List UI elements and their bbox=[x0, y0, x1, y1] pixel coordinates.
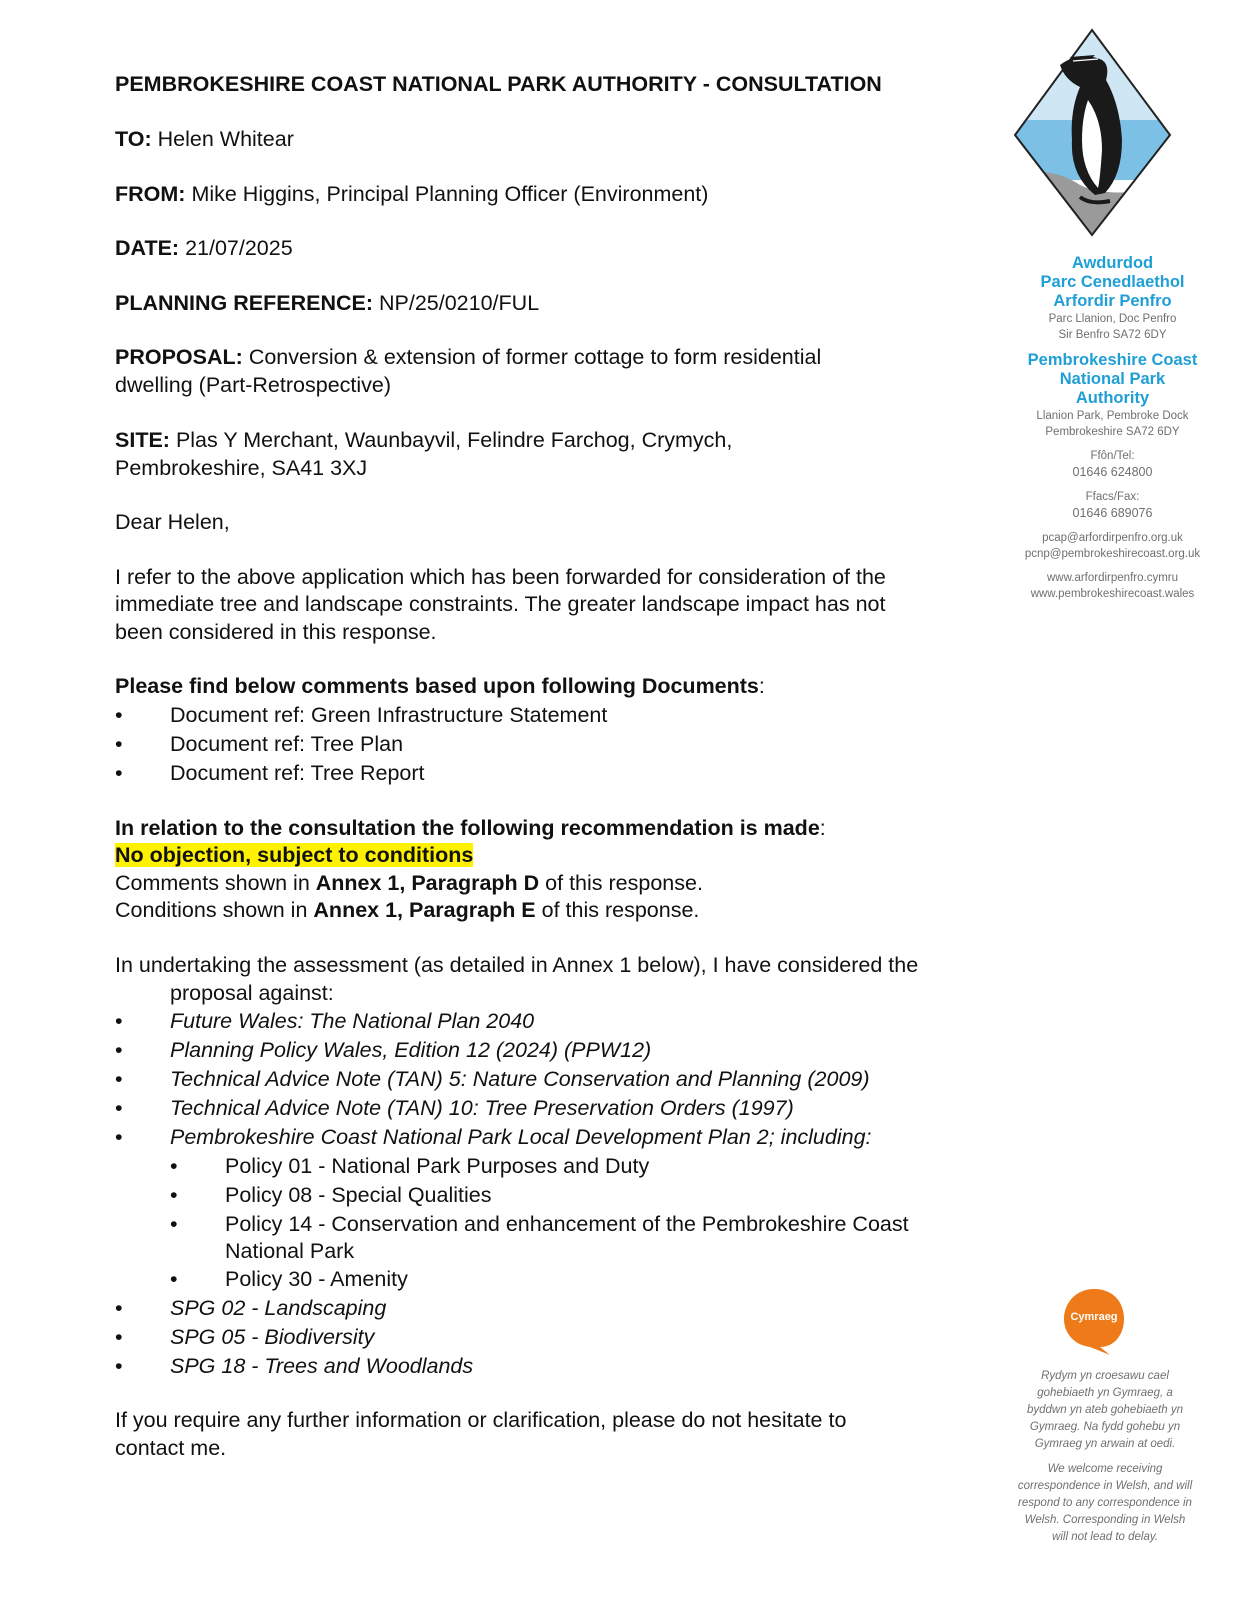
bullet: • bbox=[170, 1154, 178, 1178]
bullet: • bbox=[115, 1325, 123, 1349]
bullet: • bbox=[115, 1296, 123, 1320]
recommendation-heading: In relation to the consultation the following recommendation is made: bbox=[115, 816, 826, 840]
ldp-policy-item: Policy 01 - National Park Purposes and Duty bbox=[225, 1154, 650, 1178]
puffin-logo-icon bbox=[1010, 25, 1175, 240]
from-line: FROM: Mike Higgins, Principal Planning Officer (Environment) bbox=[115, 182, 709, 206]
welsh-language-statement bbox=[1005, 1368, 1205, 1546]
policy-item: Technical Advice Note (TAN) 10: Tree Preservation Orders (1997) bbox=[170, 1096, 794, 1120]
ldp-policy-item: Policy 14 - Conservation and enhancement of the Pembrokeshire Coast bbox=[225, 1212, 909, 1236]
english-address: Pembrokeshire SA72 6DY bbox=[1045, 426, 1180, 438]
assessment-intro: In undertaking the assessment (as detailed in Annex 1 below), I have considered the bbox=[115, 953, 919, 977]
conditions-line: Conditions shown in Annex 1, Paragraph E of this response. bbox=[115, 898, 700, 922]
assessment-intro: proposal against: bbox=[170, 981, 334, 1005]
statement-line: Gymraeg. Na fydd gohebu yn bbox=[1029, 1421, 1181, 1433]
bullet: • bbox=[170, 1183, 178, 1207]
bullet: • bbox=[115, 1038, 123, 1062]
bullet: • bbox=[115, 761, 123, 785]
intro-paragraph: immediate tree and landscape constraints. The greater landscape impact has not bbox=[115, 592, 886, 616]
tel-label: Ffôn/Tel: bbox=[1090, 450, 1135, 462]
spg-item: SPG 02 - Landscaping bbox=[170, 1296, 387, 1320]
intro-paragraph: been considered in this response. bbox=[115, 620, 437, 644]
ldp-policy-item: Policy 08 - Special Qualities bbox=[225, 1183, 492, 1207]
policy-item: Technical Advice Note (TAN) 5: Nature Conservation and Planning (2009) bbox=[170, 1067, 870, 1091]
closing-paragraph: If you require any further information or clarification, please do not hesitate to bbox=[115, 1408, 847, 1432]
english-authority-name: National Park bbox=[1059, 370, 1166, 388]
bullet: • bbox=[170, 1267, 178, 1291]
ldp-policy-item: Policy 30 - Amenity bbox=[225, 1267, 408, 1291]
intro-paragraph: I refer to the above application which has been forwarded for consideration of the bbox=[115, 565, 886, 589]
email-english[interactable]: pcnp@pembrokeshirecoast.org.uk bbox=[1024, 548, 1201, 560]
statement-line: Rydym yn croesawu cael bbox=[1041, 1370, 1169, 1382]
bullet: • bbox=[115, 703, 123, 727]
statement-line: respond to any correspondence in bbox=[1018, 1497, 1192, 1509]
document-item: Document ref: Tree Report bbox=[170, 761, 425, 785]
bullet: • bbox=[115, 732, 123, 756]
closing-paragraph: contact me. bbox=[115, 1436, 227, 1460]
bullet: • bbox=[115, 1354, 123, 1378]
to-line: TO: Helen Whitear bbox=[115, 127, 294, 151]
bullet: • bbox=[115, 1125, 123, 1149]
welsh-authority-name: Arfordir Penfro bbox=[1053, 292, 1172, 310]
proposal-line: PROPOSAL: Conversion & extension of former cottage to form residential bbox=[115, 345, 822, 369]
documents-heading: Please find below comments based upon following Documents: bbox=[115, 674, 765, 698]
statement-line: gohebiaeth yn Gymraeg, a bbox=[1037, 1387, 1173, 1399]
website-english[interactable]: www.pembrokeshirecoast.wales bbox=[1030, 588, 1195, 600]
bullet: • bbox=[115, 1009, 123, 1033]
welsh-authority-name: Awdurdod bbox=[1071, 254, 1154, 272]
comments-line: Comments shown in Annex 1, Paragraph D of this response. bbox=[115, 871, 703, 895]
page-title: PEMBROKESHIRE COAST NATIONAL PARK AUTHORITY - CONSULTATION bbox=[115, 72, 882, 96]
greeting: Dear Helen, bbox=[115, 510, 230, 534]
english-address: Llanion Park, Pembroke Dock bbox=[1036, 410, 1189, 422]
statement-line: byddwn yn ateb gohebiaeth yn bbox=[1026, 1404, 1183, 1416]
statement-line: will not lead to delay. bbox=[1052, 1531, 1158, 1543]
fax-label: Ffacs/Fax: bbox=[1085, 491, 1140, 503]
statement-line: Gymraeg yn arwain at oedi. bbox=[1034, 1438, 1176, 1450]
bullet: • bbox=[115, 1067, 123, 1091]
proposal-line-2: dwelling (Part-Retrospective) bbox=[115, 373, 392, 397]
english-authority-name: Pembrokeshire Coast bbox=[1027, 351, 1198, 369]
tel-number: 01646 624800 bbox=[1072, 465, 1153, 479]
cymraeg-badge-label: Cymraeg bbox=[1070, 1311, 1118, 1323]
website-welsh[interactable]: www.arfordirpenfro.cymru bbox=[1046, 572, 1178, 584]
email-welsh[interactable]: pcap@arfordirpenfro.org.uk bbox=[1042, 532, 1183, 544]
fax-number: 01646 689076 bbox=[1072, 506, 1153, 520]
statement-line: Welsh. Corresponding in Welsh bbox=[1024, 1514, 1186, 1526]
policy-item: Future Wales: The National Plan 2040 bbox=[170, 1009, 535, 1033]
document-item: Document ref: Tree Plan bbox=[170, 732, 404, 756]
welsh-address: Sir Benfro SA72 6DY bbox=[1058, 329, 1167, 341]
spg-item: SPG 18 - Trees and Woodlands bbox=[170, 1354, 474, 1378]
english-authority-name: Authority bbox=[1075, 389, 1150, 407]
bullet: • bbox=[170, 1212, 178, 1236]
statement-line: We welcome receiving bbox=[1047, 1463, 1163, 1475]
statement-line: correspondence in Welsh, and will bbox=[1017, 1480, 1193, 1492]
bullet: • bbox=[115, 1096, 123, 1120]
address-block bbox=[1010, 254, 1215, 602]
date-line: DATE: 21/07/2025 bbox=[115, 236, 293, 260]
policy-item: Pembrokeshire Coast National Park Local Development Plan 2; including: bbox=[170, 1125, 872, 1149]
reference-line: PLANNING REFERENCE: NP/25/0210/FUL bbox=[115, 291, 540, 315]
welsh-authority-name: Parc Cenedlaethol bbox=[1040, 273, 1185, 291]
recommendation: No objection, subject to conditions bbox=[115, 843, 474, 867]
ldp-policy-item: National Park bbox=[225, 1239, 355, 1263]
document-item: Document ref: Green Infrastructure Statement bbox=[170, 703, 608, 727]
site-line: SITE: Plas Y Merchant, Waunbayvil, Felindre Farchog, Crymych, bbox=[115, 428, 733, 452]
policy-item: Planning Policy Wales, Edition 12 (2024) (PPW12) bbox=[170, 1038, 652, 1062]
site-line-2: Pembrokeshire, SA41 3XJ bbox=[115, 456, 368, 480]
welsh-address: Parc Llanion, Doc Penfro bbox=[1048, 313, 1177, 325]
spg-item: SPG 05 - Biodiversity bbox=[170, 1325, 375, 1349]
